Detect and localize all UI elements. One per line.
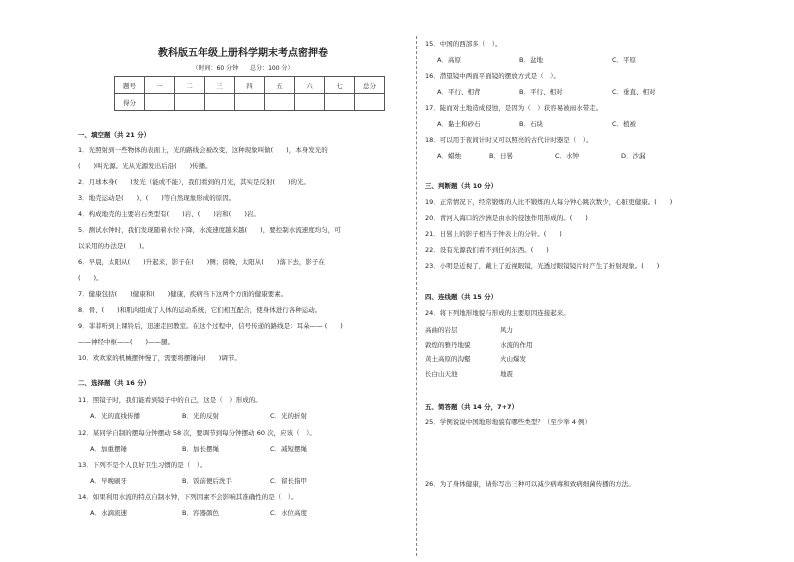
match-left-item[interactable]: 高曲的岩层 — [425, 326, 458, 334]
table-cell: 七 — [325, 77, 355, 94]
match-left-item[interactable]: 敦煌的雅丹地貌 — [425, 341, 471, 349]
option[interactable]: C．留长指甲 — [270, 477, 308, 485]
option[interactable]: B．容器颜色 — [182, 509, 219, 517]
page-title: 教科版五年级上册科学期末考点密押卷 — [158, 48, 328, 59]
option[interactable]: A．光的直线传播 — [90, 412, 140, 420]
column-divider — [416, 36, 417, 556]
question-line: 19．正常情况下，经常锻炼的人比不锻炼的人每分钟心跳次数少，心脏更健康。( ) — [425, 198, 673, 206]
question-line: 23．小明是近视了，戴上了近视眼镜，光透过眼镜镜片时产生了折射现象。( ) — [425, 262, 660, 270]
question-line: ——神经中枢——( )——腿。 — [78, 338, 175, 346]
score-input-cell[interactable] — [355, 94, 385, 111]
option[interactable]: A．平行、相背 — [437, 88, 481, 96]
option[interactable]: A．黏土和砂石 — [437, 120, 481, 128]
option[interactable]: B．饭前便后洗手 — [182, 477, 232, 485]
table-cell: 四 — [235, 77, 265, 94]
option[interactable]: B．光的反射 — [182, 412, 219, 420]
question-stem: 13．下列不是个人良好卫生习惯的是（ ）。 — [78, 461, 207, 469]
option[interactable]: D．沙漏 — [621, 152, 646, 160]
question-line: 21．日晷上的影子相当于钟表上的分针。( ) — [425, 230, 562, 238]
question-stem: 25．学例说说中国地形地貌有哪些类型？（至少举 4 例） — [425, 418, 592, 426]
question-stem: 24．将下列地形地貌与形成的主要原因连接起来。 — [425, 309, 570, 317]
section-heading: 一、填空题（共 21 分） — [78, 131, 151, 139]
question-stem: 14．如果利用水流的特点自制水钟，下列因素不会影响其准确性的是（ ）。 — [78, 493, 298, 501]
score-input-cell[interactable] — [265, 94, 295, 111]
option[interactable]: C．植被 — [612, 120, 637, 128]
option[interactable]: C．平原 — [612, 56, 637, 64]
section-heading: 四、连线题（共 15 分） — [425, 293, 498, 301]
match-right-item[interactable]: 水流的作用 — [500, 341, 533, 349]
option[interactable]: C．垂直、相对 — [612, 88, 656, 96]
table-cell: 五 — [265, 77, 295, 94]
table-cell: 得分 — [115, 94, 145, 111]
question-stem: 17．陡而对土地造成侵蚀，是因为（ ）获容易被雨水带走。 — [425, 104, 603, 112]
option[interactable]: A．早晚刷牙 — [90, 477, 127, 485]
table-cell: 二 — [175, 77, 205, 94]
question-line: 8．骨、( )和肌肉组成了人体的运动系统，它们相互配合，使身体进行各种运动。 — [78, 306, 322, 314]
option[interactable]: B．盆地 — [519, 56, 543, 64]
option[interactable]: C．减短摆绳 — [270, 445, 308, 453]
score-input-cell[interactable] — [175, 94, 205, 111]
score-input-cell[interactable] — [145, 94, 175, 111]
option[interactable]: A．高原 — [437, 56, 461, 64]
exam-info: （时间：60 分钟 总分：100 分） — [192, 65, 294, 72]
question-line: ( )。 — [78, 274, 103, 282]
match-right-item[interactable]: 风力 — [500, 326, 513, 334]
question-stem: 16．潜望镜中两面平面镜的摆放方式是（ ）。 — [425, 72, 561, 80]
option[interactable]: A．水滴流速 — [90, 509, 127, 517]
question-line: 2．月球本身( )发光（能或不能），我们看到的月光，其实是反射( )的光。 — [78, 178, 311, 186]
question-line: 20．青河入海口的沙洲是由水的侵蚀作用形成的。( ) — [425, 214, 588, 222]
match-right-item[interactable]: 火山爆发 — [500, 355, 526, 363]
option[interactable]: A．蜡烛 — [437, 152, 461, 160]
option[interactable]: C．水位高度 — [270, 509, 308, 517]
question-line: 10．欢欢家的机械摆钟慢了，需要将摆锤向( )调节。 — [78, 354, 241, 362]
score-input-cell[interactable] — [325, 94, 355, 111]
section-heading: 二、选择题（共 16 分） — [78, 379, 151, 387]
score-input-cell[interactable] — [205, 94, 235, 111]
question-stem: 12．某同学自制的摆每分钟摆动 58 次，要调节到每分钟摆动 60 次，应该（ ）。 — [78, 429, 316, 437]
question-line: 5．测试水钟时，我们发现随着水位下降，水流速度越来越( )，要控制水流速度均匀，可 — [78, 226, 341, 234]
score-table — [114, 76, 385, 111]
table-cell: 总分 — [355, 77, 385, 94]
score-input-cell[interactable] — [295, 94, 325, 111]
question-line: 6．早晨，太阳从( )升起来，影子在( )侧；傍晚，太阳从( )落下去，影子在 — [78, 258, 325, 266]
option[interactable]: A．加重摆锤 — [90, 445, 127, 453]
score-table-header-row — [115, 77, 385, 94]
table-cell: 六 — [295, 77, 325, 94]
match-left-item[interactable]: 长白山天池 — [425, 370, 458, 378]
option[interactable]: C．水钟 — [555, 152, 580, 160]
option[interactable]: B．平行、相对 — [519, 88, 563, 96]
question-stem: 11．照镜子时，我们能看到镜子中的自己，这是（ ）形成的。 — [78, 396, 262, 404]
table-cell: 三 — [205, 77, 235, 94]
question-line: ( )叫光源。光从光源发出后沿( )传播。 — [78, 162, 212, 170]
question-stem: 26．为了身体健康，请你写出三种可以减少病毒和致病细菌传播的方法。 — [425, 480, 635, 488]
option[interactable]: B．石块 — [519, 120, 543, 128]
option[interactable]: B．日晷 — [489, 152, 513, 160]
score-input-cell[interactable] — [235, 94, 265, 111]
question-line: 4．构成地壳的主要岩石类型有( )岩、( )岩和( )岩。 — [78, 210, 260, 218]
question-line: 以采用的办法是( )。 — [78, 242, 149, 250]
question-line: 1．光照射到一些物体的表面上，光的路线会被改变，这种现象叫做( )，本身发光的 — [78, 146, 328, 154]
score-table-score-row — [115, 94, 385, 111]
table-cell: 题号 — [115, 77, 145, 94]
question-stem: 15．中国的西部多（ ）。 — [425, 40, 502, 48]
option[interactable]: B．加长摆绳 — [182, 445, 219, 453]
question-stem: 18．可以用于夜间计时又可以照亮的古代计时器是（ ）。 — [425, 136, 593, 144]
table-cell: 一 — [145, 77, 175, 94]
section-heading: 五、简答题（共 14 分，7+7） — [425, 403, 519, 411]
section-heading: 三、判断题（共 10 分） — [425, 182, 498, 190]
question-line: 3．地壳运动是( )、( )等自然现象形成的原因。 — [78, 194, 236, 202]
question-line: 7．健康包括( )健康和( )健康，疾病当下这两个方面的健康要素。 — [78, 290, 288, 298]
question-line: 9．菲菲听到上课铃后，迅速走回教室。在这个过程中，信号传递的路线是：耳朵—— ( ) — [78, 322, 343, 330]
question-line: 22．设有光源我们看不到任何东西。( ) — [425, 246, 549, 254]
match-left-item[interactable]: 黄土高原的沟壑 — [425, 355, 471, 363]
option[interactable]: C．光的折射 — [270, 412, 308, 420]
match-right-item[interactable]: 地震 — [500, 370, 513, 378]
